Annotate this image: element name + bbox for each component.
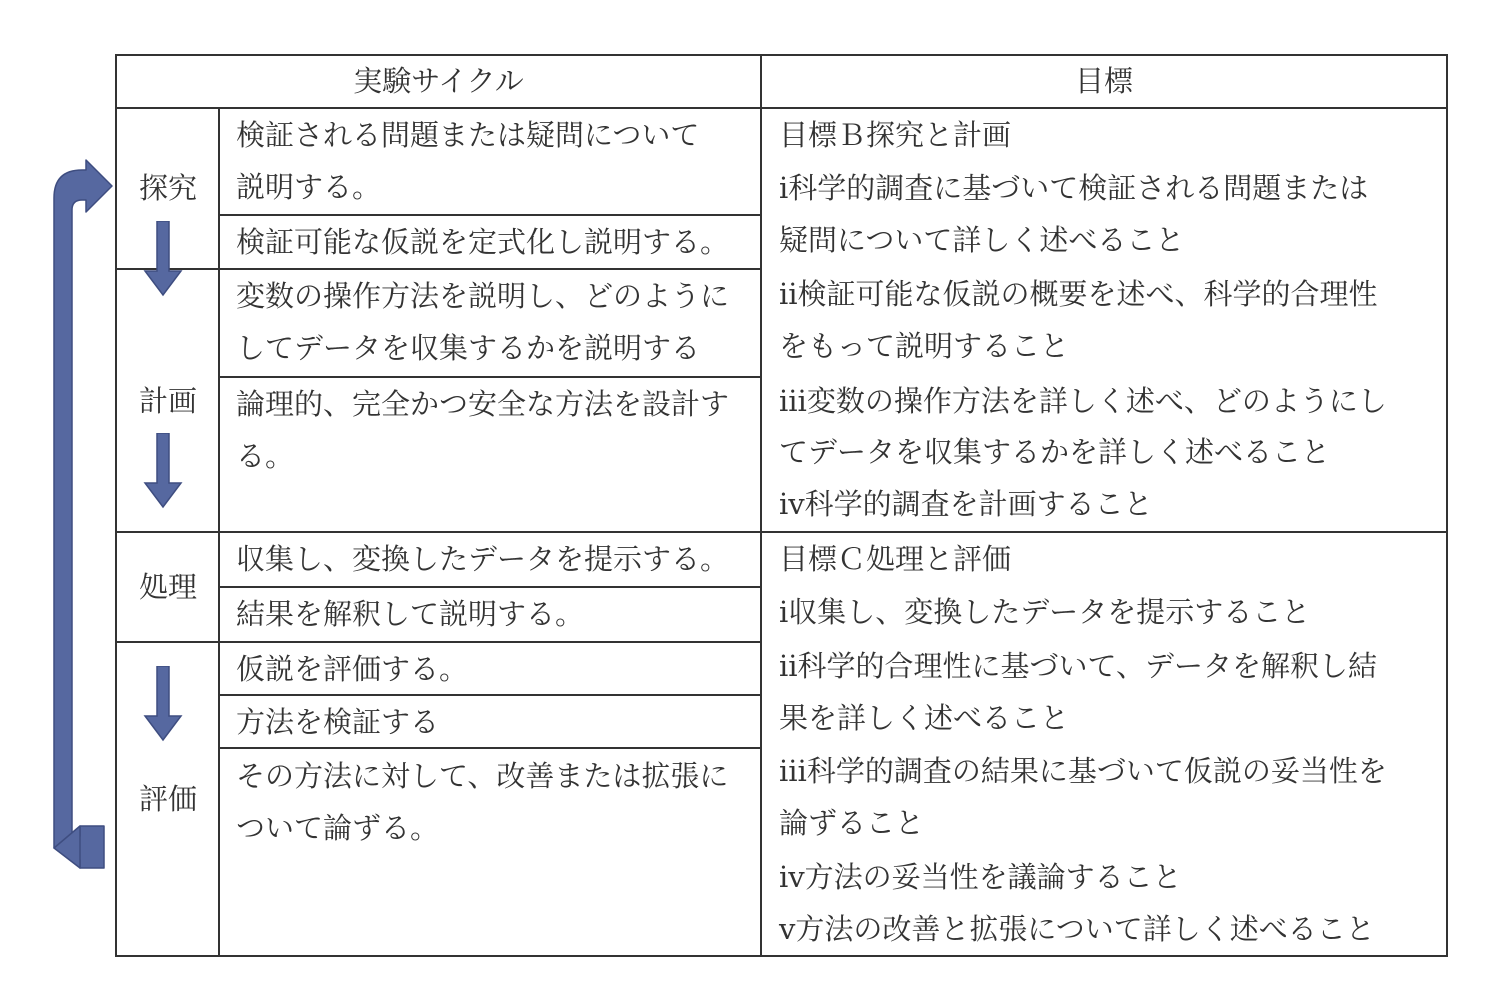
goal-b-line-4: をもって説明すること	[779, 329, 1070, 363]
goal-c-line-5: 論ずること	[779, 806, 925, 840]
header-cycle: 実験サイクル	[353, 64, 524, 98]
stage-plan: 計画	[138, 384, 197, 418]
plan-item-2-line-1: 論理的、完全かつ安全な方法を設計す	[236, 387, 730, 421]
goal-c-line-3: 果を詳しく述べること	[779, 701, 1070, 735]
column-divider-main	[760, 54, 762, 957]
inquiry-item-1-line-1: 検証される問題または疑問について	[236, 118, 700, 152]
plan-item-2-line-2: る。	[236, 439, 295, 473]
eval-item-3-line-1: その方法に対して、改善または拡張に	[236, 759, 729, 793]
goal-c-line-4: ⅲ科学的調査の結果に基づいて仮説の妥当性を	[779, 754, 1387, 788]
process-item-2: 結果を解釈して説明する。	[236, 597, 585, 631]
down-arrow-icon	[143, 221, 183, 297]
goal-c-line-6: ⅳ方法の妥当性を議論すること	[779, 860, 1182, 894]
eval-item-2: 方法を検証する	[236, 705, 440, 739]
goal-b-line-5: ⅲ変数の操作方法を詳しく述べ、どのようにし	[779, 384, 1387, 418]
goal-c-line-1: ⅰ収集し、変換したデータを提示すること	[779, 595, 1311, 629]
table-bottom-border	[115, 955, 1448, 957]
inquiry-item-2: 検証可能な仮説を定式化し説明する。	[236, 225, 730, 259]
stage-process: 処理	[138, 570, 197, 604]
goal-b-line-3: ⅱ検証可能な仮説の概要を述べ、科学的合理性	[779, 277, 1378, 311]
table-right-border	[1446, 54, 1448, 957]
goal-c-line-7: ⅴ方法の改善と拡張について詳しく述べること	[779, 912, 1375, 946]
down-arrow-icon	[143, 433, 183, 509]
header-goal: 目標	[1074, 64, 1133, 98]
loop-back-arrow-icon	[0, 0, 120, 900]
inquiry-item-1-line-2: 説明する。	[236, 170, 382, 204]
goal-c-line-2: ⅱ科学的合理性に基づいて、データを解釈し結	[779, 649, 1377, 683]
stage-evaluation: 評価	[138, 782, 197, 816]
goal-b-line-7: ⅳ科学的調査を計画すること	[779, 487, 1153, 521]
eval-item-3-line-2: ついて論ずる。	[236, 811, 440, 845]
process-item-1: 収集し、変換したデータを提示する。	[236, 542, 730, 576]
plan-item-1-line-1: 変数の操作方法を説明し、どのように	[236, 279, 730, 313]
stage-inquiry: 探究	[138, 171, 197, 205]
goal-b-line-1: ⅰ科学的調査に基づいて検証される問題または	[779, 171, 1369, 205]
down-arrow-icon	[143, 666, 183, 742]
goal-b-line-6: てデータを収集するかを詳しく述べること	[779, 435, 1331, 469]
plan-item-1-line-2: してデータを収集するかを説明する	[236, 331, 701, 365]
goal-b-line-2: 疑問について詳しく述べること	[779, 223, 1185, 257]
eval-item-1: 仮説を評価する。	[236, 652, 469, 686]
goal-c-title: 目標Ｃ処理と評価	[779, 542, 1012, 576]
goal-b-title: 目標Ｂ探究と計画	[779, 118, 1012, 152]
